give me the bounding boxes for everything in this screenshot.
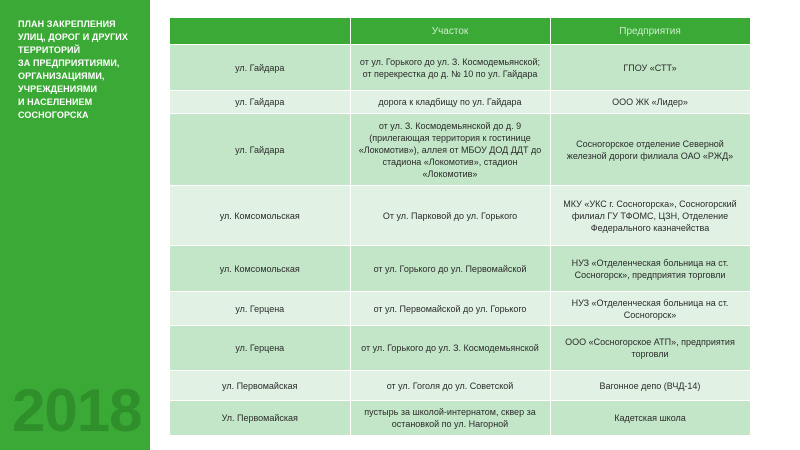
cell-section: От ул. Парковой до ул. Горького	[350, 186, 550, 246]
header-enterprise: Предприятия	[550, 18, 750, 45]
cell-section: от ул. Первомайской до ул. Горького	[350, 292, 550, 326]
cell-street: ул. Гайдара	[170, 91, 350, 114]
cell-street: ул. Гайдара	[170, 114, 350, 186]
table-row	[170, 91, 750, 114]
assignment-table-container	[170, 18, 750, 435]
table-row	[170, 114, 750, 186]
cell-section: от ул. Горького до ул. З. Космодемьянской; от перекрестка до д. № 10 по ул. Гайдара	[350, 45, 550, 91]
cell-enterprise: НУЗ «Отделенческая больница на ст. Сосногорск», предприятия торговли	[550, 246, 750, 292]
cell-section: от ул. З. Космодемьянской до д. 9 (прилегающая территория к гостинице «Локомотив»), аллея от МБОУ ДОД ДДТ до стадиона «Локомотив», стадион «Локомотив»	[350, 114, 550, 186]
cell-enterprise: ГПОУ «СТТ»	[550, 45, 750, 91]
cell-enterprise: Сосногорское отделение Северной железной дороги филиала ОАО «РЖД»	[550, 114, 750, 186]
cell-street: ул. Герцена	[170, 326, 350, 371]
table-row	[170, 401, 750, 435]
table-row	[170, 326, 750, 371]
cell-street: ул. Комсомольская	[170, 246, 350, 292]
cell-enterprise: ООО «Сосногорское АТП», предприятия торговли	[550, 326, 750, 371]
sidebar-title: ПЛАН ЗАКРЕПЛЕНИЯ УЛИЦ, ДОРОГ И ДРУГИХ ТЕРРИТОРИЙ ЗА ПРЕДПРИЯТИЯМИ, ОРГАНИЗАЦИЯМИ, УЧРЕЖДЕНИЯМИ И НАСЕЛЕНИЕМ СОСНОГОРСКА	[18, 19, 128, 120]
cell-street: ул. Первомайская	[170, 371, 350, 401]
cell-enterprise: НУЗ «Отделенческая больница на ст. Сосногорск»	[550, 292, 750, 326]
cell-street: ул. Герцена	[170, 292, 350, 326]
sidebar	[0, 0, 150, 450]
cell-section: от ул. Гоголя до ул. Советской	[350, 371, 550, 401]
sidebar-year: 2018	[12, 377, 142, 444]
cell-enterprise: Кадетская школа	[550, 401, 750, 435]
cell-street: ул. Комсомольская	[170, 186, 350, 246]
cell-section: дорога к кладбищу по ул. Гайдара	[350, 91, 550, 114]
cell-street: Ул. Первомайская	[170, 401, 350, 435]
table-row	[170, 246, 750, 292]
table-row	[170, 45, 750, 91]
header-street	[170, 18, 350, 45]
cell-section: от ул. Горького до ул. Первомайской	[350, 246, 550, 292]
cell-section: от ул. Горького до ул. З. Космодемьянской	[350, 326, 550, 371]
table-row	[170, 186, 750, 246]
cell-enterprise: МКУ «УКС г. Сосногорска», Сосногорский филиал ГУ ТФОМС, ЦЗН, Отделение Федерального казначейства	[550, 186, 750, 246]
table-header-row	[170, 18, 750, 45]
assignment-table	[170, 18, 751, 435]
cell-enterprise: ООО ЖК «Лидер»	[550, 91, 750, 114]
cell-section: пустырь за школой-интернатом, сквер за остановкой по ул. Нагорной	[350, 401, 550, 435]
table-row	[170, 371, 750, 401]
table-row	[170, 292, 750, 326]
header-section: Участок	[350, 18, 550, 45]
cell-street: ул. Гайдара	[170, 45, 350, 91]
cell-enterprise: Вагонное депо (ВЧД-14)	[550, 371, 750, 401]
